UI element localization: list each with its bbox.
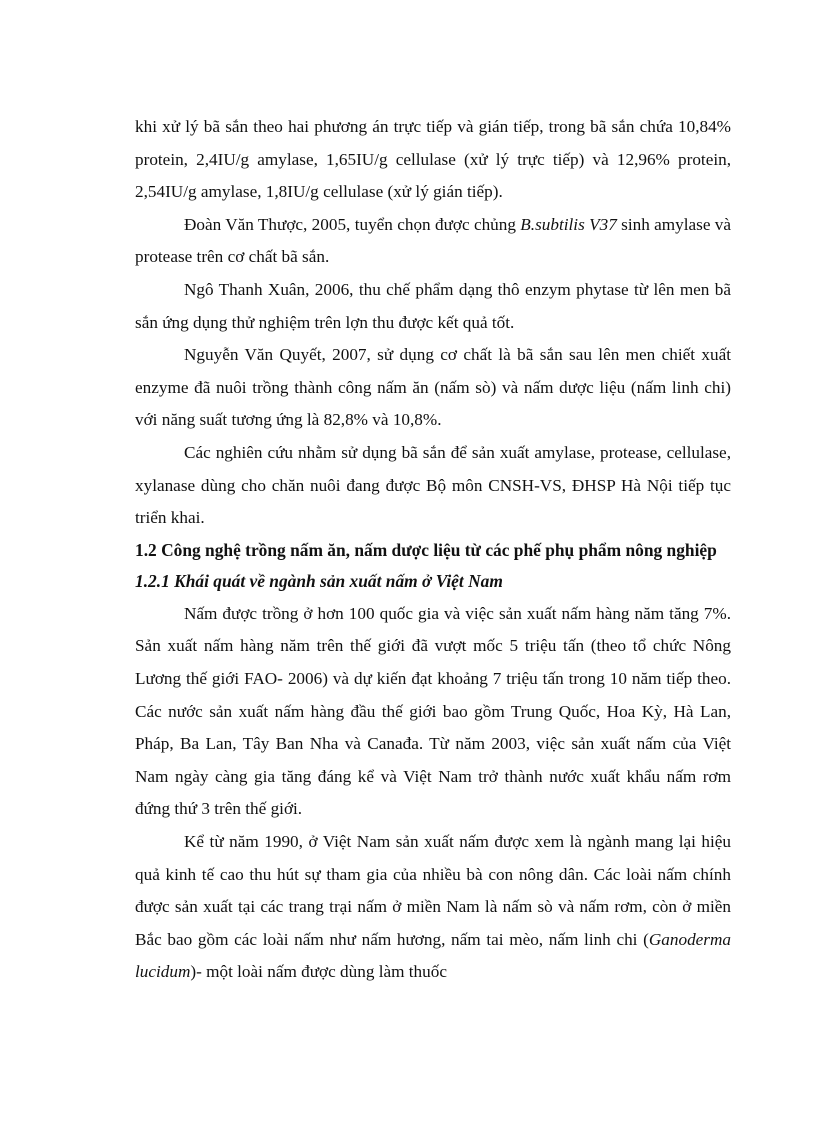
paragraph-doan-van-thuoc — [135, 209, 731, 274]
paragraph-nguyen-van-quyet: Nguyễn Văn Quyết, 2007, sử dụng cơ chất là bã sắn sau lên men chiết xuất enzyme đã nuôi trồng thành công nấm ăn (nấm sò) và nấm dược liệu (nấm linh chi) với năng suất tương ứng là 82,8% và 10,8%. — [135, 345, 731, 430]
paragraph-text: Đoàn Văn Thược, 2005, tuyển chọn được chủng — [184, 214, 521, 234]
paragraph-research-ongoing: Các nghiên cứu nhằm sử dụng bã sắn để sản xuất amylase, protease, cellulase, xylanase dùng cho chăn nuôi đang được Bộ môn CNSH-VS, ĐHSP Hà Nội tiếp tục triển khai. — [135, 442, 731, 528]
subsection-heading-1-2-1: 1.2.1 Khái quát về ngành sản xuất nấm ở Việt Nam — [135, 571, 503, 592]
paragraph-ngo-thanh-xuan: Ngô Thanh Xuân, 2006, thu chế phẩm dạng thô enzym phytase từ lên men bã sắn ứng dụng thử nghiệm trên lợn thu được kết quả tốt. — [135, 279, 731, 332]
section-heading-1-2: 1.2 Công nghệ trồng nấm ăn, nấm dược liệu từ các phế phụ phẩm nông nghiệp — [135, 539, 717, 560]
species-name: Ganoderma lucidum — [135, 929, 731, 982]
paragraph-text: Kể từ năm 1990, ở Việt Nam sản xuất nấm được xem là ngành mang lại hiệu quả kinh tế cao thu hút sự tham gia của nhiều bà con nông dân. Các loài nấm chính được sản xuất tại các trang trại nấm ở miền Nam là nấm sò và nấm rơm, còn ở miền Bắc bao gồm các loài nấm như nấm hương, nấm tai mèo, nấm linh chi ( — [135, 831, 731, 949]
paragraph-text: sinh amylase và protease trên cơ chất bã sắn. — [135, 214, 732, 267]
species-name: B.subtilis V37 — [520, 214, 617, 234]
paragraph-text: )- một loài nấm được dùng làm thuốc — [190, 962, 447, 982]
paragraph-enzyme-content: khi xử lý bã sắn theo hai phương án trực tiếp và gián tiếp, trong bã sắn chứa 10,84% protein, 2,4IU/g amylase, 1,65IU/g cellulase (xử lý trực tiếp) và 12,96% protein, 2,54IU/g amylase, 1,8IU/g cellulase (xử lý gián tiếp). — [135, 117, 731, 202]
paragraph-vietnam-mushroom-since-1990 — [135, 826, 731, 989]
paragraph-mushroom-production: Nấm được trồng ở hơn 100 quốc gia và việc sản xuất nấm hàng năm tăng 7%. Sản xuất nấm hàng năm trên thế giới đã vượt mốc 5 triệu tấn (theo tổ chức Nông Lương thế giới FAO- 2006) và dự kiến đạt khoảng 7 triệu tấn trong 10 năm tiếp theo. Các nước sản xuất nấm hàng đầu thế giới bao gồm Trung Quốc, Hoa Kỳ, Hà Lan, Pháp, Ba Lan, Tây Ban Nha và Canađa. Từ năm 2003, việc sản xuất nấm của Việt Nam ngày càng gia tăng đáng kể và Việt Nam trở thành nước xuất khẩu nấm rơm đứng thứ 3 trên thế giới. — [135, 603, 731, 819]
document-page — [135, 111, 731, 989]
